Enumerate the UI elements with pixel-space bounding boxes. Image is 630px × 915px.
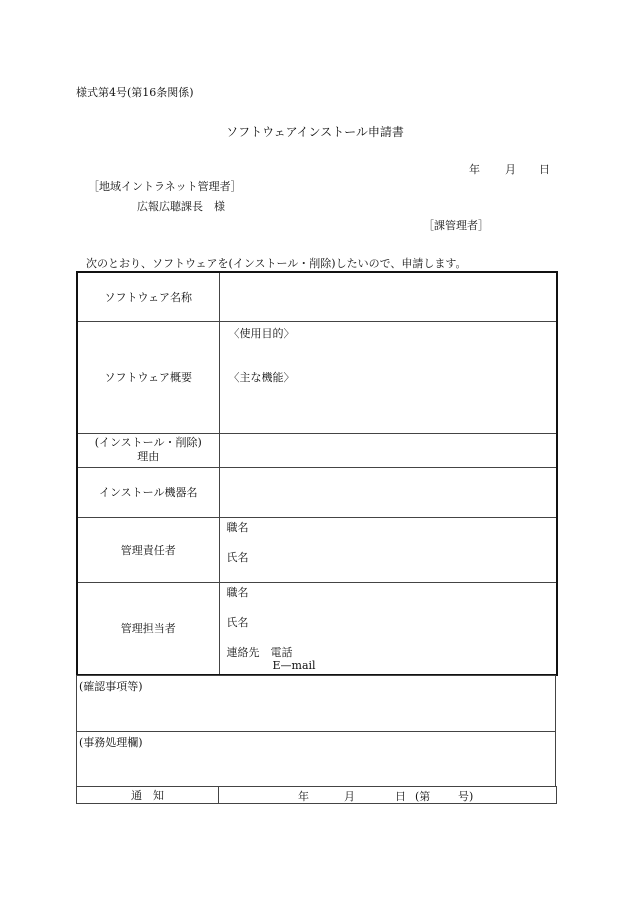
- date-month: 月: [505, 163, 516, 176]
- staff-email-label: E—mail: [272, 658, 316, 672]
- application-table: [76, 271, 558, 676]
- device-label: インストール機器名: [77, 467, 219, 517]
- reason-field[interactable]: [219, 433, 557, 467]
- row-overview: [77, 321, 557, 433]
- applicant-label: ［課管理者］: [423, 219, 489, 232]
- reason-label-line1: (インストール・削除): [94, 436, 202, 449]
- row-notice: [77, 787, 557, 804]
- overview-purpose-label: 〈使用目的〉: [228, 326, 295, 340]
- notice-number-close: 号): [458, 790, 474, 803]
- reason-label-line2: 理由: [137, 450, 160, 463]
- notice-year: 年: [298, 790, 309, 803]
- row-confirmation: [77, 676, 556, 732]
- form-number: 様式第4号(第16条関係): [76, 86, 194, 99]
- notice-date-field[interactable]: [219, 787, 557, 804]
- manager-title-label: 職名: [226, 520, 249, 534]
- row-staff: [77, 582, 557, 675]
- row-processing: [77, 732, 556, 787]
- notice-day: 日: [395, 790, 406, 803]
- notice-label: 通 知: [77, 787, 219, 804]
- date-day: 日: [539, 163, 550, 176]
- overview-field[interactable]: [219, 321, 557, 433]
- processing-field[interactable]: [77, 732, 556, 787]
- notice-table: [76, 786, 557, 804]
- row-manager: [77, 517, 557, 582]
- notice-month: 月: [344, 790, 355, 803]
- overview-features-label: 〈主な機能〉: [228, 370, 295, 384]
- overview-label: ソフトウェア概要: [77, 321, 219, 433]
- reason-label: [77, 433, 219, 467]
- staff-name-label: 氏名: [226, 615, 249, 629]
- processing-label: (事務処理欄): [79, 736, 143, 749]
- software-name-label: ソフトウェア名称: [77, 272, 219, 321]
- recipient-name: 広報広聴課長 様: [137, 200, 225, 213]
- confirmation-field[interactable]: [77, 676, 556, 732]
- notes-table: [76, 675, 556, 787]
- row-software-name: [77, 272, 557, 321]
- manager-label: 管理責任者: [77, 517, 219, 582]
- confirmation-label: (確認事項等): [79, 680, 143, 693]
- software-name-field[interactable]: [219, 272, 557, 321]
- staff-field[interactable]: [219, 582, 557, 675]
- intro-text: 次のとおり、ソフトウェアを(インストール・削除)したいので、申請します。: [86, 257, 467, 270]
- staff-contact-label: 連絡先 電話: [226, 645, 293, 659]
- staff-label: 管理担当者: [77, 582, 219, 675]
- row-reason: [77, 433, 557, 467]
- recipient-dept: ［地域イントラネット管理者］: [88, 180, 242, 193]
- manager-field[interactable]: [219, 517, 557, 582]
- row-device: [77, 467, 557, 517]
- device-field[interactable]: [219, 467, 557, 517]
- staff-title-label: 職名: [226, 585, 249, 599]
- notice-number-open: (第: [415, 790, 431, 803]
- page-title: ソフトウェアインストール申請書: [226, 125, 404, 139]
- manager-name-label: 氏名: [226, 550, 249, 564]
- date-year: 年: [469, 163, 480, 176]
